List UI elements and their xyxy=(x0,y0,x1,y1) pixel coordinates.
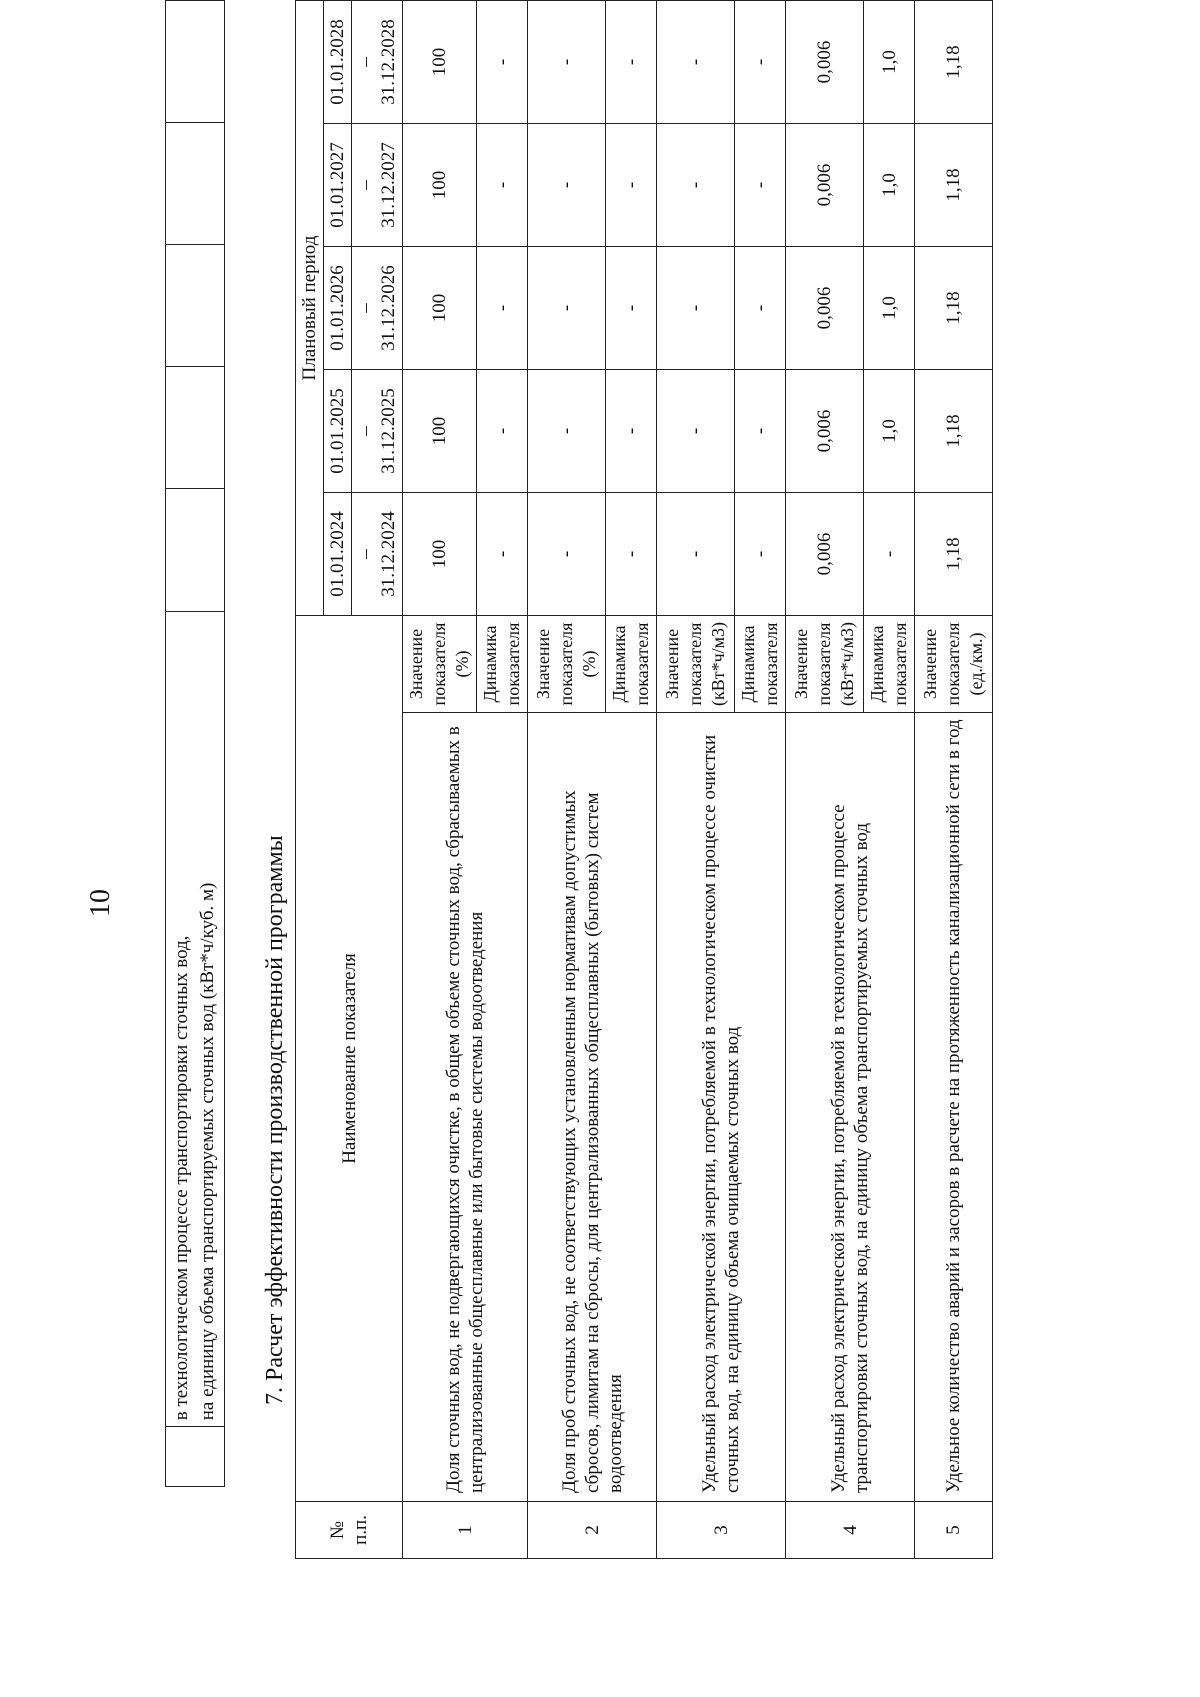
row-num: 4 xyxy=(786,1502,915,1559)
value-cell: - xyxy=(735,124,786,247)
header-plan-period: Плановый период xyxy=(296,1,324,616)
value-cell: - xyxy=(477,124,528,247)
value-cell: 1,18 xyxy=(915,124,993,247)
indicator-name: Удельный расход электрической энергии, потребляемой в технологическом процессе очистки сточных вод, на единицу объема очищаемых сточных вод xyxy=(657,713,786,1502)
value-cell: - xyxy=(528,493,606,616)
header-period-end xyxy=(352,370,403,493)
value-cell: 0,006 xyxy=(786,493,864,616)
value-cell: - xyxy=(606,247,657,370)
header-period-end xyxy=(352,493,403,616)
table-cell xyxy=(166,1,225,123)
previous-table-fragment xyxy=(165,0,225,1487)
value-cell: 100 xyxy=(403,1,477,124)
indicator-name: Удельный расход электрической энергии, потребляемой в технологическом процессе транспортировки сточных вод, на единицу объема транспортируемых сточных вод xyxy=(786,713,915,1502)
indicator-type: Динамика показателя xyxy=(735,616,786,713)
table-cell xyxy=(166,245,225,367)
table-row xyxy=(528,1,606,1559)
header-row xyxy=(296,1,324,1559)
table-row xyxy=(166,1,225,1487)
table-cell xyxy=(166,1427,225,1487)
value-cell: - xyxy=(606,493,657,616)
indicator-name: Доля сточных вод, не подвергающихся очистке, в общем объеме сточных вод, сбрасываемых в централизованные общесплавные или бытовые системы водоотведения xyxy=(403,713,528,1502)
value-cell: - xyxy=(477,1,528,124)
period-dash: – xyxy=(355,303,376,313)
prev-row-line: в технологическом процессе транспортировки сточных вод, xyxy=(171,935,192,1421)
period-end: 31.12.2025 xyxy=(378,388,399,474)
value-cell: - xyxy=(606,1,657,124)
value-cell: 1,18 xyxy=(915,493,993,616)
indicator-type: Значение показателя (%) xyxy=(403,616,477,713)
value-cell: 1,0 xyxy=(864,370,915,493)
value-cell: - xyxy=(657,124,735,247)
value-cell: - xyxy=(477,247,528,370)
indicator-type: Динамика показателя xyxy=(864,616,915,713)
value-cell: 1,18 xyxy=(915,370,993,493)
value-cell: - xyxy=(606,370,657,493)
value-cell: - xyxy=(528,247,606,370)
row-num: 2 xyxy=(528,1502,657,1559)
value-cell: 0,006 xyxy=(786,370,864,493)
value-cell: - xyxy=(528,124,606,247)
table-cell xyxy=(166,611,225,1427)
value-cell: - xyxy=(657,493,735,616)
value-cell: 1,0 xyxy=(864,247,915,370)
value-cell: - xyxy=(735,370,786,493)
value-cell: 1,18 xyxy=(915,1,993,124)
header-period-end xyxy=(352,1,403,124)
header-period-end xyxy=(352,247,403,370)
value-cell: - xyxy=(735,493,786,616)
value-cell: - xyxy=(477,493,528,616)
period-end: 31.12.2026 xyxy=(378,265,399,351)
period-end: 31.12.2027 xyxy=(378,142,399,228)
value-cell: - xyxy=(528,1,606,124)
period-dash: – xyxy=(355,180,376,190)
header-period-start: 01.01.2024 xyxy=(324,493,352,616)
page-number: 10 xyxy=(85,889,116,917)
value-cell: - xyxy=(735,247,786,370)
indicator-type: Значение показателя (%) xyxy=(528,616,606,713)
value-cell: 1,0 xyxy=(864,1,915,124)
period-end: 31.12.2028 xyxy=(378,19,399,105)
efficiency-table xyxy=(295,0,993,1559)
table-row xyxy=(403,1,477,1559)
header-period-start: 01.01.2028 xyxy=(324,1,352,124)
value-cell: 100 xyxy=(403,247,477,370)
row-num: 1 xyxy=(403,1502,528,1559)
value-cell: 1,18 xyxy=(915,247,993,370)
value-cell: 100 xyxy=(403,124,477,247)
header-period-end xyxy=(352,124,403,247)
indicator-type: Значение показателя (кВт*ч/м3) xyxy=(786,616,864,713)
table-row xyxy=(915,1,993,1559)
value-cell: 100 xyxy=(403,493,477,616)
period-dash: – xyxy=(355,57,376,67)
header-name: Наименование показателя xyxy=(296,616,403,1502)
value-cell: - xyxy=(528,370,606,493)
table-cell xyxy=(166,367,225,489)
row-num: 5 xyxy=(915,1502,993,1559)
row-num: 3 xyxy=(657,1502,786,1559)
header-period-start: 01.01.2027 xyxy=(324,124,352,247)
table-cell xyxy=(166,489,225,611)
period-end: 31.12.2024 xyxy=(378,511,399,597)
value-cell: 100 xyxy=(403,370,477,493)
value-cell: - xyxy=(657,1,735,124)
table-row xyxy=(657,1,735,1559)
indicator-type: Значение показателя (ед./км.) xyxy=(915,616,993,713)
value-cell: 1,0 xyxy=(864,124,915,247)
table-row xyxy=(786,1,864,1559)
header-period-start: 01.01.2025 xyxy=(324,370,352,493)
section-title: 7. Расчет эффективности производственной программы xyxy=(262,835,288,1405)
header-period-start: 01.01.2026 xyxy=(324,247,352,370)
indicator-name: Удельное количество аварий и засоров в расчете на протяженность канализационной сети в год xyxy=(915,713,993,1502)
value-cell: - xyxy=(606,124,657,247)
period-dash: – xyxy=(355,426,376,436)
table-cell xyxy=(166,123,225,245)
value-cell: 0,006 xyxy=(786,1,864,124)
value-cell: - xyxy=(864,493,915,616)
value-cell: - xyxy=(735,1,786,124)
period-dash: – xyxy=(355,549,376,559)
value-cell: 0,006 xyxy=(786,124,864,247)
value-cell: - xyxy=(657,247,735,370)
indicator-type: Динамика показателя xyxy=(606,616,657,713)
prev-row-line: на единицу объема транспортируемых сточных вод (кВт*ч/куб. м) xyxy=(197,882,218,1421)
indicator-name: Доля проб сточных вод, не соответствующих установленным нормативам допустимых сбросов, лимитам на сбросы, для централизованных общесплавных (бытовых) систем водоотведения xyxy=(528,713,657,1502)
header-num: № п.п. xyxy=(296,1502,403,1559)
value-cell: - xyxy=(477,370,528,493)
indicator-type: Динамика показателя xyxy=(477,616,528,713)
value-cell: 0,006 xyxy=(786,247,864,370)
indicator-type: Значение показателя (кВт*ч/м3) xyxy=(657,616,735,713)
value-cell: - xyxy=(657,370,735,493)
